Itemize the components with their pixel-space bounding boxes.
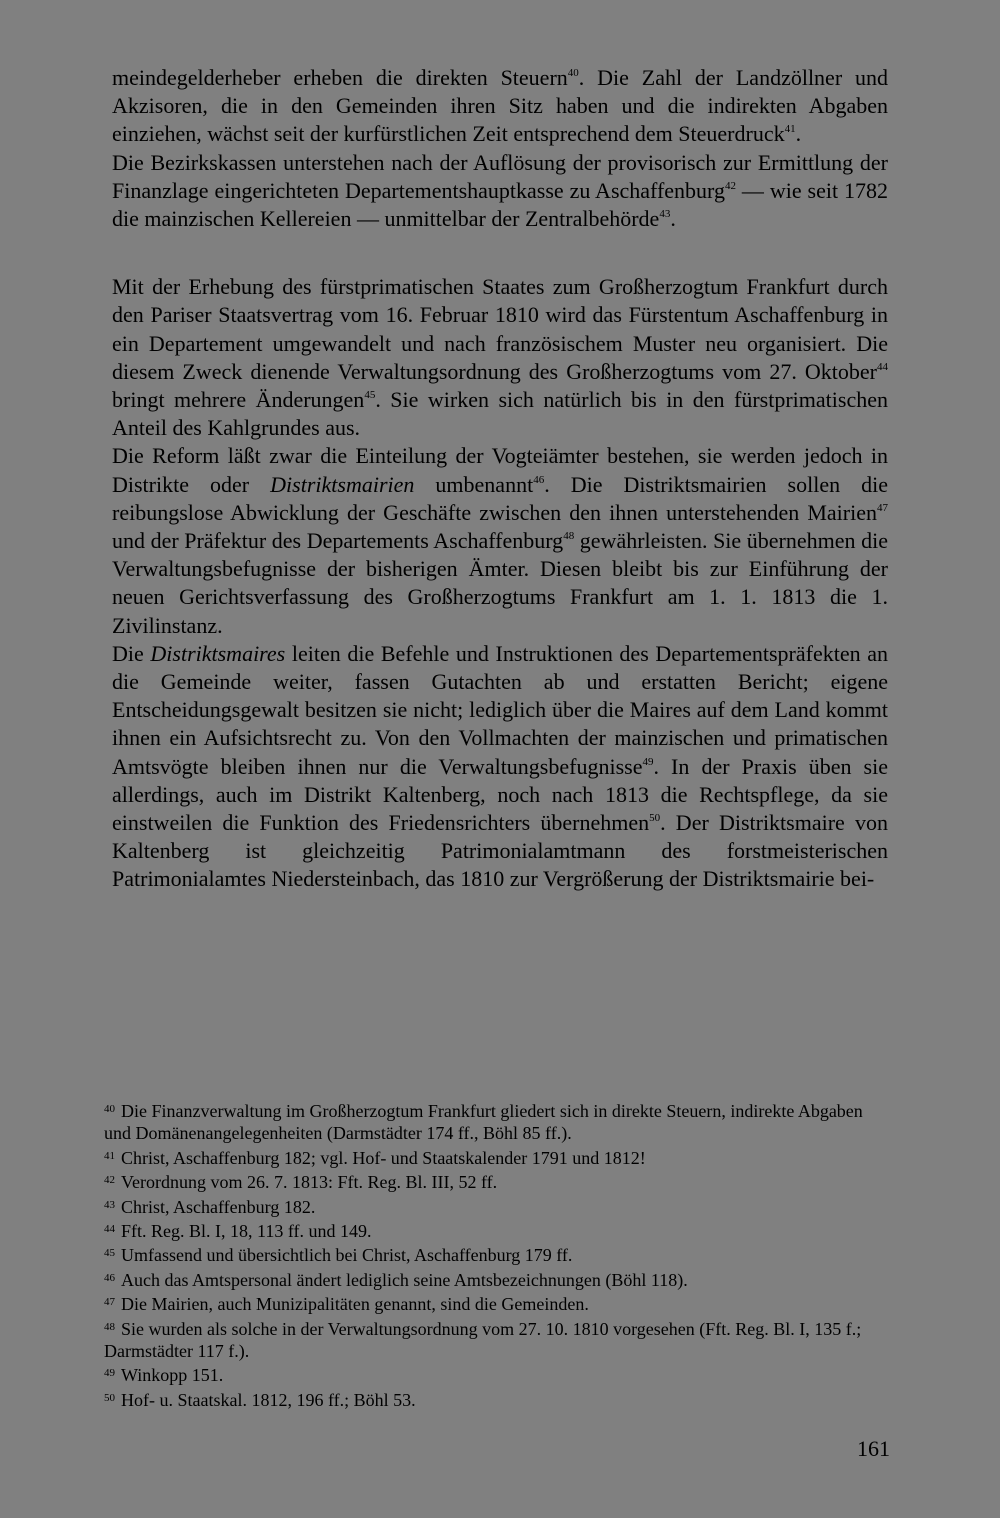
footnote — [104, 1218, 894, 1242]
text-run: . Die Distriktsmairien sollen die reibungslose Abwicklung der Geschäfte zwischen den ihnen unterstehenden Mairien — [112, 471, 888, 525]
footnote-text: Auch das Amtspersonal ändert lediglich seine Amtsbezeichnungen (Böhl 118). — [121, 1269, 688, 1290]
footnote-number: 45 — [104, 1247, 115, 1260]
footnote-text: Sie wurden als solche in der Verwaltungsordnung vom 27. 10. 1810 vorgesehen (Fft. Reg. Bl. I, 135 f.; Darmstädter 117 f.). — [104, 1318, 862, 1362]
footnote — [104, 1291, 894, 1315]
footnote-number: 43 — [104, 1198, 115, 1211]
footnote-number: 44 — [104, 1223, 115, 1236]
text-run: . Sie wirken sich natürlich bis in den fürstprimatischen Anteil des Kahlgrundes aus. — [112, 387, 888, 441]
text-run: Die Reform läßt zwar die Einteilung der Vogteiämter bestehen, sie werden jedoch in Distrikte oder — [112, 443, 888, 497]
text-run: leiten die Befehle und Instruktionen des Departementspräfekten an die Gemeinde weiter, fassen Gutachten ab und erstatten Bericht; eigene Entscheidungsgewalt besitzen sie nicht; lediglich über die Maires auf dem Land kommt ihnen ein Aufsichtsrecht zu. Von den Vollmachten der mainzischen und primatischen Amtsvögte bleiben ihnen nur die Verwaltungsbefugnisse — [112, 640, 888, 779]
footnote-ref: 45 — [364, 389, 376, 402]
footnote — [104, 1267, 894, 1291]
paragraph — [112, 640, 888, 894]
text-run: . In der Praxis üben sie allerdings, auch im Distrikt Kaltenberg, noch nach 1813 die Rechtspflege, da sie einstweilen die Funktion des Friedensrichters übernehmen — [112, 753, 888, 836]
paragraph — [112, 64, 888, 149]
footnote-ref: 42 — [724, 179, 736, 192]
footnote — [104, 1194, 894, 1218]
text-run: bringt mehrere Änderungen — [112, 387, 365, 413]
footnote-number: 49 — [104, 1367, 115, 1380]
footnote — [104, 1098, 894, 1145]
footnote-text: Die Finanzverwaltung im Großherzogtum Frankfurt gliedert sich in direkte Steuern, indirekte Abgaben und Domänenangelegenheiten (Darmstädter 174 ff., Böhl 85 ff.). — [104, 1101, 863, 1144]
footnote — [104, 1362, 894, 1386]
footnote-number: 50 — [104, 1391, 115, 1404]
text-run: . — [670, 206, 676, 232]
footnote-text: Christ, Aschaffenburg 182; vgl. Hof- und Staatskalender 1791 und 1812! — [121, 1147, 646, 1168]
footnote-ref: 50 — [649, 812, 661, 825]
text-run: umbenannt — [414, 471, 534, 497]
italic-term: Distriktsmaires — [150, 640, 286, 666]
footnote — [104, 1145, 894, 1169]
text-run: . Der Distriktsmaire von Kaltenberg ist gleichzeitig Patrimonialamtmann des forstmeisterischen Patrimonialamtes Niedersteinbach, das 1810 zur Vergrößerung der Distriktsmairie bei- — [112, 810, 888, 892]
footnote — [104, 1316, 894, 1363]
text-run: und der Präfektur des Departements Aschaffenburg — [112, 528, 564, 554]
text-run: . — [795, 121, 802, 147]
paragraph — [112, 149, 888, 234]
footnote-number: 42 — [104, 1174, 115, 1187]
text-run: gewährleisten. Sie übernehmen die Verwaltungsbefugnisse der bisherigen Ämter. Diesen bleibt bis zur Einführung der neuen Gerichtsverfassung des Großherzogtums Frankfurt am 1. 1. 1813 die 1. Zivilinstanz. — [112, 528, 888, 638]
footnote-text: Christ, Aschaffenburg 182. — [121, 1196, 316, 1217]
footnote-number: 47 — [104, 1296, 115, 1309]
paragraph — [112, 273, 888, 442]
footnote-ref: 46 — [533, 473, 545, 486]
footnote-text: Fft. Reg. Bl. I, 18, 113 ff. und 149. — [121, 1221, 372, 1242]
italic-term: Distriktsmairien — [270, 471, 415, 497]
footnote-ref: 43 — [659, 208, 671, 221]
footnote-ref: 40 — [567, 67, 579, 79]
text-run: — wie seit 1782 die mainzischen Kellereien — unmittelbar der Zentralbehörde — [112, 177, 888, 232]
footnotes — [104, 1098, 894, 1411]
footnote-ref: 49 — [642, 755, 654, 768]
page-number: 161 — [857, 1436, 890, 1461]
footnote — [104, 1169, 894, 1193]
footnote-ref: 41 — [784, 123, 796, 136]
footnote-ref: 47 — [877, 501, 888, 514]
footnote-text: Die Mairien, auch Munizipalitäten genannt, sind die Gemeinden. — [121, 1294, 589, 1315]
footnote-number: 46 — [104, 1271, 115, 1284]
footnote-text: Hof- u. Staatskal. 1812, 196 ff.; Böhl 53. — [121, 1389, 416, 1410]
footnote-text: Verordnung vom 26. 7. 1813: Fft. Reg. Bl. III, 52 ff. — [121, 1172, 498, 1193]
text-run: Die Bezirkskassen unterstehen nach der Auflösung der provisorisch zur Ermittlung der Finanzlage eingerichteten Departementshauptkasse zu Aschaffenburg — [112, 149, 888, 203]
footnote-number: 48 — [104, 1320, 115, 1333]
footnote-ref: 44 — [877, 360, 888, 373]
footnote-number: 40 — [104, 1103, 115, 1115]
body-text — [112, 64, 888, 894]
text-run: Die — [112, 640, 151, 666]
footnote-ref: 48 — [563, 530, 575, 543]
footnote-text: Winkopp 151. — [121, 1365, 224, 1386]
footnote-number: 41 — [104, 1149, 115, 1162]
footnote — [104, 1387, 894, 1411]
text-run: meindegelderheber erheben die direkten Steuern — [112, 65, 568, 90]
footnote-text: Umfassend und übersichtlich bei Christ, Aschaffenburg 179 ff. — [121, 1245, 573, 1266]
footnote — [104, 1242, 894, 1266]
text-run: . Die Zahl der Landzöllner und Akzisoren, die in den Gemeinden ihren Sitz haben und die indirekten Abgaben einziehen, wächst seit der kurfürstlichen Zeit entsprechend dem Steuerdruck — [112, 65, 888, 147]
text-run: Mit der Erhebung des fürstprimatischen Staates zum Großherzogtum Frankfurt durch den Pariser Staatsvertrag vom 16. Februar 1810 wird das Fürstentum Aschaffenburg in ein Departement umgewandelt und nach französischem Muster neu organisiert. Die diesem Zweck dienende Verwaltungsordnung des Großherzogtums vom 27. Oktober — [112, 274, 888, 384]
paragraph — [112, 442, 888, 639]
